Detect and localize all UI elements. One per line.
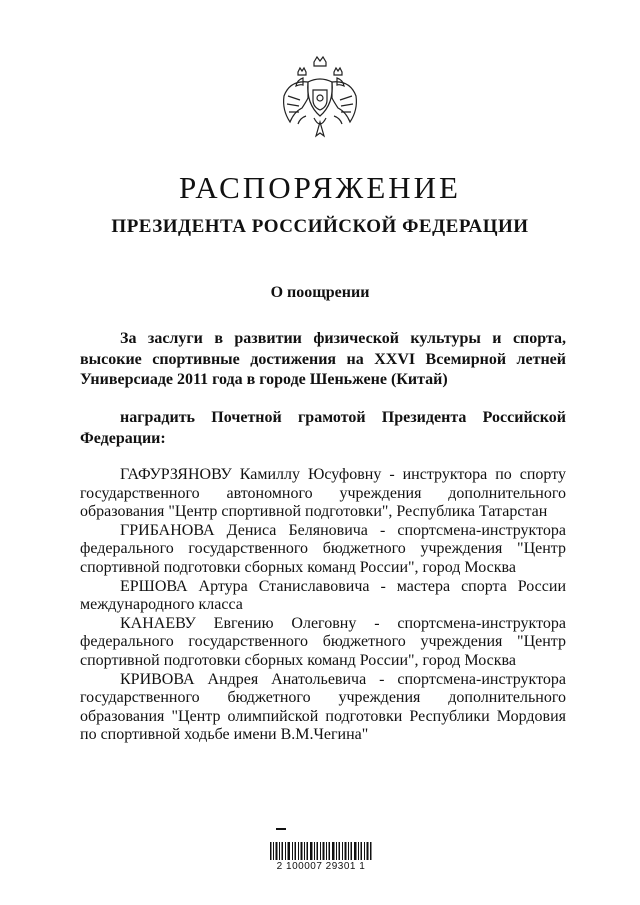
recipient-item bbox=[80, 615, 566, 671]
award-line: Федерации: bbox=[80, 429, 166, 447]
recipient-line: образования "Центр олимпийской подготовки Республики Мордовия bbox=[80, 707, 566, 725]
recipient-line: государственного автономного учреждения дополнительного bbox=[80, 484, 566, 502]
preamble-line: Универсиаде 2011 года в городе Шеньжене (Китай) bbox=[80, 371, 448, 388]
recipient-item bbox=[80, 522, 566, 578]
recipient-item bbox=[80, 466, 566, 522]
recipient-line: КРИВОВА Андрея Анатольевича - спортсмена-инструктора bbox=[120, 670, 566, 688]
recipients-list bbox=[80, 466, 566, 745]
recipient-line: федерального государственного бюджетного учреждения "Центр bbox=[80, 540, 566, 558]
recipient-line: по спортивной ходьбе имени В.М.Чегина" bbox=[80, 726, 369, 744]
barcode-icon bbox=[262, 828, 380, 888]
recipient-item bbox=[80, 671, 566, 745]
double-headed-eagle-emblem-icon bbox=[270, 52, 370, 152]
recipient-line: ГАФУРЗЯНОВУ Камиллу Юсуфовну - инструктора по спорту bbox=[120, 466, 566, 483]
recipient-line: образования "Центр спортивной подготовки", Республика Татарстан bbox=[80, 503, 548, 521]
recipient-line: государственного бюджетного учреждения дополнительного bbox=[80, 689, 566, 707]
document-subtitle: ПРЕЗИДЕНТА РОССИЙСКОЙ ФЕДЕРАЦИИ bbox=[111, 216, 529, 237]
document-title: РАСПОРЯЖЕНИЕ bbox=[179, 170, 461, 205]
recipient-line: ГРИБАНОВА Дениса Беляновича - спортсмена-инструктора bbox=[120, 521, 566, 539]
recipient-line: ЕРШОВА Артура Станиславовича - мастера спорта России bbox=[120, 577, 566, 595]
award-line: наградить Почетной грамотой Президента Российской bbox=[120, 409, 566, 426]
preamble-line: высокие спортивные достижения на XXVI Всемирной летней bbox=[80, 350, 566, 368]
recipient-item bbox=[80, 578, 566, 615]
document-heading: О поощрении bbox=[270, 284, 370, 301]
recipient-line: федерального государственного бюджетного учреждения "Центр bbox=[80, 633, 566, 651]
preamble-line: За заслуги в развитии физической культуры и спорта, bbox=[120, 330, 566, 347]
recipient-line: спортивной подготовки сборных команд России", город Москва bbox=[80, 651, 516, 669]
barcode-number: 2 100007 29301 1 bbox=[276, 861, 366, 872]
recipient-line: КАНАЕВУ Евгению Олеговну - спортсмена-инструктора bbox=[120, 614, 566, 632]
recipient-line: спортивной подготовки сборных команд России", город Москва bbox=[80, 558, 516, 576]
preamble bbox=[80, 329, 566, 391]
award-statement bbox=[80, 408, 566, 449]
recipient-line: международного класса bbox=[80, 596, 243, 614]
